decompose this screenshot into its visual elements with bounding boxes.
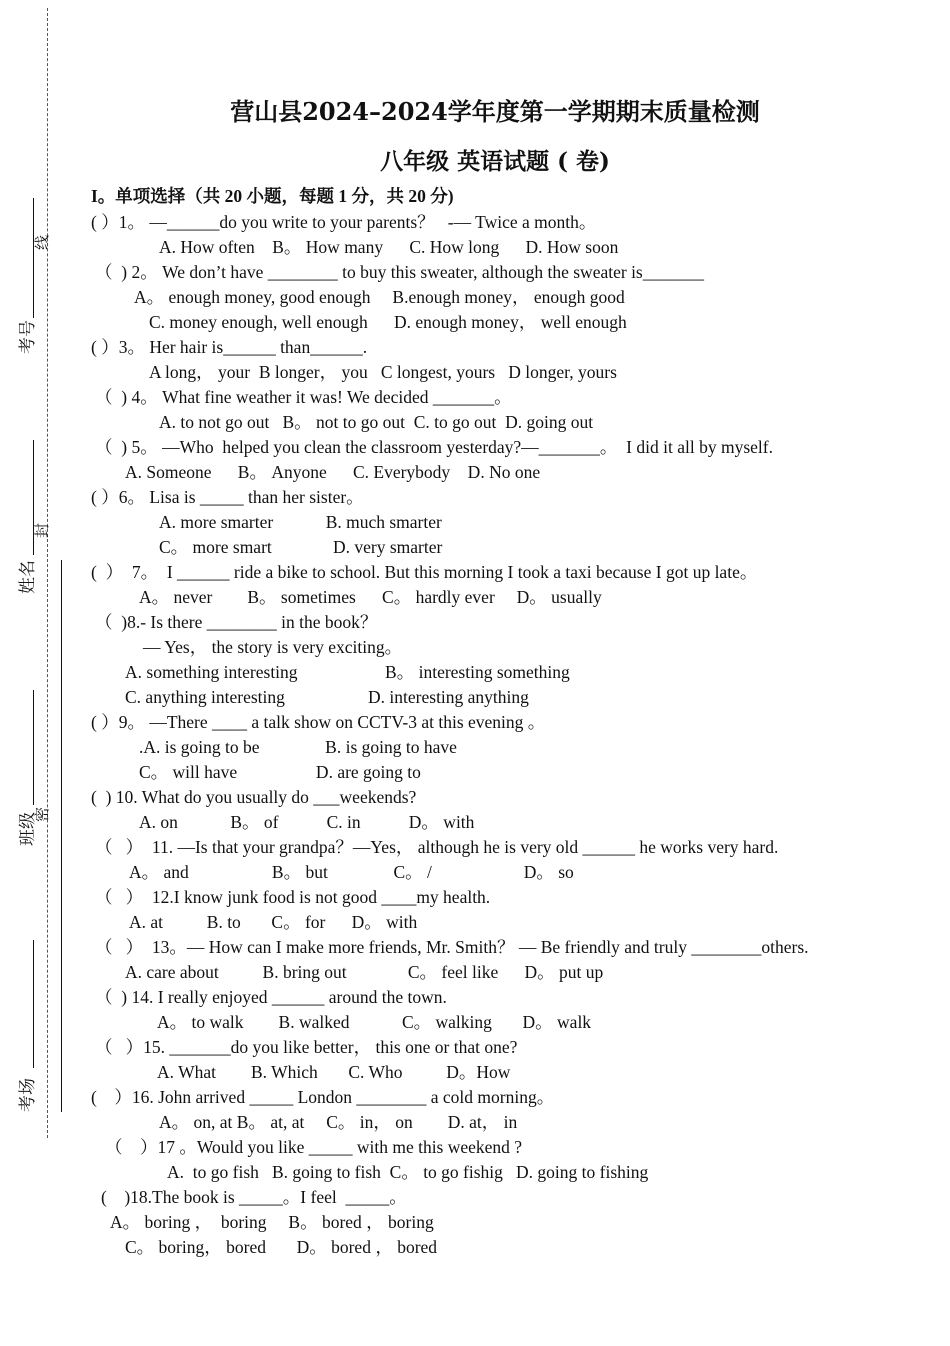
question-8: （ )8.- Is there ________ in the book？ (95, 612, 378, 632)
question-18-options-cd: C。 boring， bored D。 bored ， bored (125, 1237, 438, 1257)
exam-room-label: 考场 (18, 1078, 38, 1112)
question-9: ( ）9。 —There ____ a talk show on CCTV-3 at this evening 。 (91, 712, 546, 732)
question-11: （ ） 11. —Is that your grandpa？—Yes， although he is very old ______ he works very hard. (95, 837, 779, 857)
question-14-options: A。 to walk B. walked C。 walking D。 walk (157, 1012, 592, 1032)
question-7: ( ） 7。 I ______ ride a bike to school. But this morning I took a taxi because I got up late。 (91, 562, 758, 582)
question-6: ( ）6。 Lisa is _____ than her sister。 (91, 487, 364, 507)
question-6-options-cd: C。 more smart D. very smarter (159, 537, 443, 557)
question-16-options: A。 on, at B。 at, at C。 in， on D. at， in (159, 1112, 518, 1132)
question-9-options-cd: C。 will have D. are going to (139, 762, 421, 782)
question-9-options-ab: .A. is going to be B. is going to have (139, 737, 457, 757)
question-18-options-ab: A。 boring ， boring B。 bored ， boring (110, 1212, 434, 1232)
seal-dashed-line (47, 8, 48, 1138)
exam-subtitle: 八年级 英语试题 ( 卷) (380, 148, 610, 175)
question-3-options: A long， your B longer， you C longest, yours D longer, yours (149, 362, 617, 382)
class-label: 班级 (18, 812, 38, 846)
question-13: （ ） 13。— How can I make more friends, Mr. Smith？ — Be friendly and truly ________others. (95, 937, 809, 957)
question-12: （ ） 12.I know junk food is not good ____my health. (95, 887, 491, 907)
question-12-options: A. at B. to C。 for D。 with (129, 912, 418, 932)
exam-title: 营山县2024–2024学年度第一学期期末质量检测 (230, 97, 760, 126)
question-17-options: A. to go fish B. going to fish C。 to go fishig D. going to fishing (167, 1162, 649, 1182)
class-underline (33, 690, 34, 805)
question-11-options: A。 and B。 but C。 / D。 so (129, 862, 574, 882)
question-13-options: A. care about B. bring out C。 feel like D。 put up (125, 962, 604, 982)
question-2: （ ) 2。 We don’t have ________ to buy this sweater, although the sweater is_______ (95, 262, 704, 282)
question-8-options-ab: A. something interesting B。 interesting something (125, 662, 570, 682)
question-4: （ ) 4。 What fine weather it was! We decided _______。 (95, 387, 512, 407)
question-14: （ ) 14. I really enjoyed ______ around the town. (95, 987, 447, 1007)
question-6-options-ab: A. more smarter B. much smarter (159, 512, 442, 532)
question-7-options: A。 never B。 sometimes C。 hardly ever D。 usually (139, 587, 602, 607)
question-10: ( ) 10. What do you usually do ___weekends? (91, 787, 417, 807)
question-4-options: A. to not go out B。 not to go out C. to go out D. going out (159, 412, 594, 432)
question-3: ( ）3。 Her hair is______ than______. (91, 337, 368, 357)
seal-mark-secret: 密 (33, 806, 51, 822)
exam-number-label: 考号 (18, 320, 38, 354)
margin-solid-line (61, 560, 62, 1112)
question-1: ( ）1。 —______do you write to your parents？ -— Twice a month。 (91, 212, 597, 232)
question-8-options-cd: C. anything interesting D. interesting anything (125, 687, 529, 707)
question-2-options-cd: C. money enough, well enough D. enough money， well enough (149, 312, 627, 332)
question-8-answer: — Yes， the story is very exciting。 (143, 637, 403, 657)
question-1-options: A. How often B。 How many C. How long D. How soon (159, 237, 619, 257)
section-heading: I。单项选择（共 20 小题，每题 1 分，共 20 分) (91, 186, 454, 206)
question-16: ( ）16. John arrived _____ London ________ a cold morning。 (91, 1087, 555, 1107)
question-15-options: A. What B. Which C. Who D。How (157, 1062, 511, 1082)
question-17: （ ）17 。Would you like _____ with me this weekend ? (105, 1137, 523, 1157)
seal-mark-line: 线 (33, 234, 51, 250)
question-18: ( )18.The book is _____。I feel _____。 (101, 1187, 407, 1207)
question-5-options: A. Someone B。 Anyone C. Everybody D. No one (125, 462, 541, 482)
seal-mark-seal: 封 (33, 522, 51, 538)
name-label: 姓名 (18, 560, 38, 594)
exam-number-underline (33, 198, 34, 318)
question-5: （ ) 5。 —Who helped you clean the classroom yesterday?—_______。 I did it all by myself. (95, 437, 773, 457)
question-2-options-ab: A。 enough money, good enough B.enough money， enough good (134, 287, 625, 307)
question-10-options: A. on B。 of C. in D。 with (139, 812, 475, 832)
exam-room-underline (33, 940, 34, 1068)
question-15: （ ）15. _______do you like better， this one or that one? (95, 1037, 518, 1057)
